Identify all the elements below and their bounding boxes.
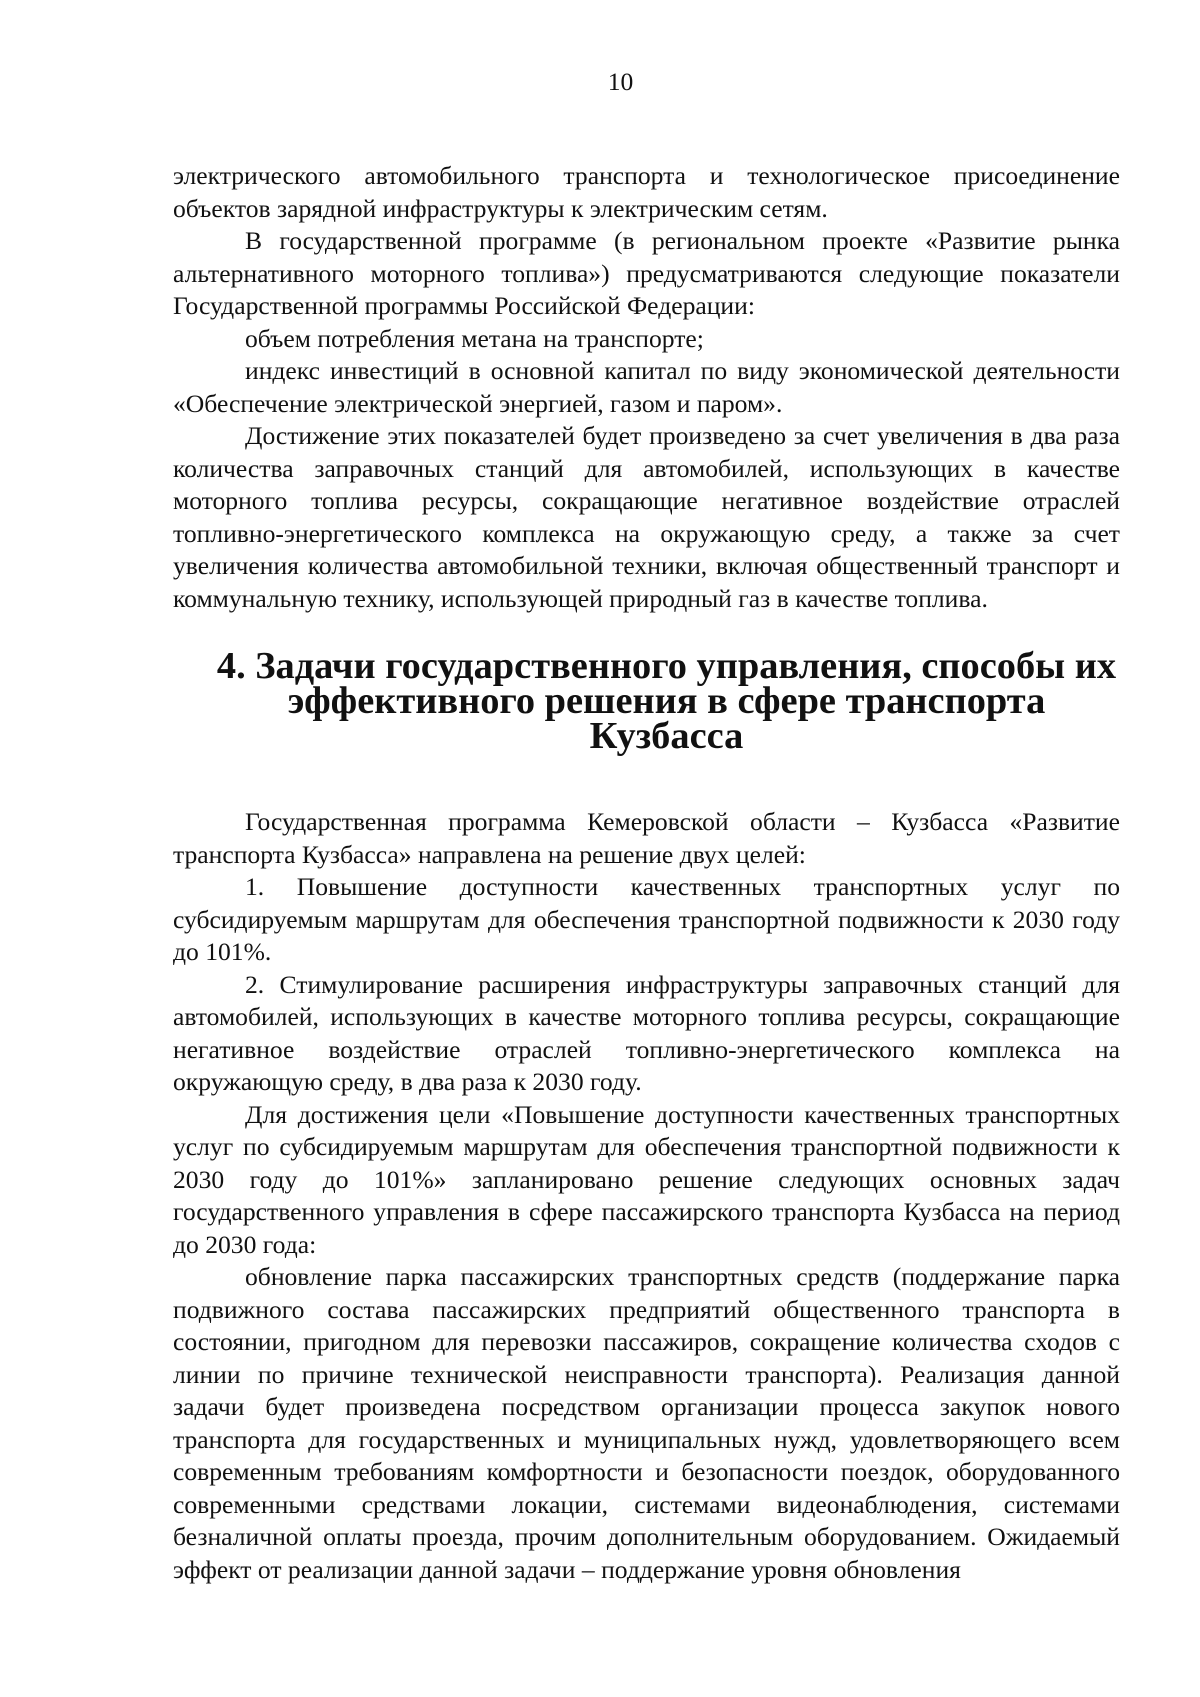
paragraph: электрического автомобильного транспорта и технологическое присоединение объектов зарядной инфраструктуры к электрическим сетям. [173,161,1120,223]
section-heading-line: 4. Задачи государственного управления, способы их [216,645,1117,687]
paragraph: 2. Стимулирование расширения инфраструктуры заправочных станций для автомобилей, использующих в качестве моторного топлива ресурсы, сокращающие негативное воздействие отраслей топливно-энергетического комплекса на окружающую среду, в два раза к 2030 году. [173,969,1120,1096]
paragraph: Достижение этих показателей будет произведено за счет увеличения в два раза количества заправочных станций для автомобилей, использующих в качестве моторного топлива ресурсы, сокращающие негативное воздействие отраслей топливно-энергетического комплекса на окружающую среду, а также за счет увеличения количества автомобильной техники, включая общественный транспорт и коммунальную технику, использующей природный газ в качестве топлива. [173,421,1120,613]
paragraph: В государственной программе (в региональном проекте «Развитие рынка альтернативного моторного топлива») предусматриваются следующие показатели Государственной программы Российской Федерации: [173,226,1120,320]
page-number: 10 [607,67,634,96]
paragraph: Государственная программа Кемеровской области – Кузбасса «Развитие транспорта Кузбасса» направлена на решение двух целей: [173,807,1120,869]
paragraph: Для достижения цели «Повышение доступности качественных транспортных услуг по субсидируемым маршрутам для обеспечения транспортной подвижности к 2030 году до 101%» запланировано решение следующих основных задач государственного управления в сфере пассажирского транспорта Кузбасса на период до 2030 года: [173,1099,1120,1259]
paragraph: индекс инвестиций в основной капитал по виду экономической деятельности «Обеспечение электрической энергией, газом и паром». [173,356,1120,418]
paragraph: 1. Повышение доступности качественных транспортных услуг по субсидируемым маршрутам для обеспечения транспортной подвижности к 2030 году до 101%. [173,872,1120,966]
paragraph: объем потребления метана на транспорте; [245,323,704,353]
section-heading-line: эффективного решения в сфере транспорта Кузбасса [287,680,1046,757]
section-heading [173,645,1120,757]
paragraph: обновление парка пассажирских транспортных средств (поддержание парка подвижного состава пассажирских предприятий общественного транспорта в состоянии, пригодном для перевозки пассажиров, сокращение количества сходов с линии по причине технической неисправности транспорта). Реализация данной задачи будет произведена посредством организации процесса закупок нового транспорта для государственных и муниципальных нужд, удовлетворяющего всем современным требованиям комфортности и безопасности поездок, оборудованного современными средствами локации, системами видеонаблюдения, системами безналичной оплаты проезда, прочим дополнительным оборудованием. Ожидаемый эффект от реализации данной задачи – поддержание уровня обновления [173,1262,1120,1584]
